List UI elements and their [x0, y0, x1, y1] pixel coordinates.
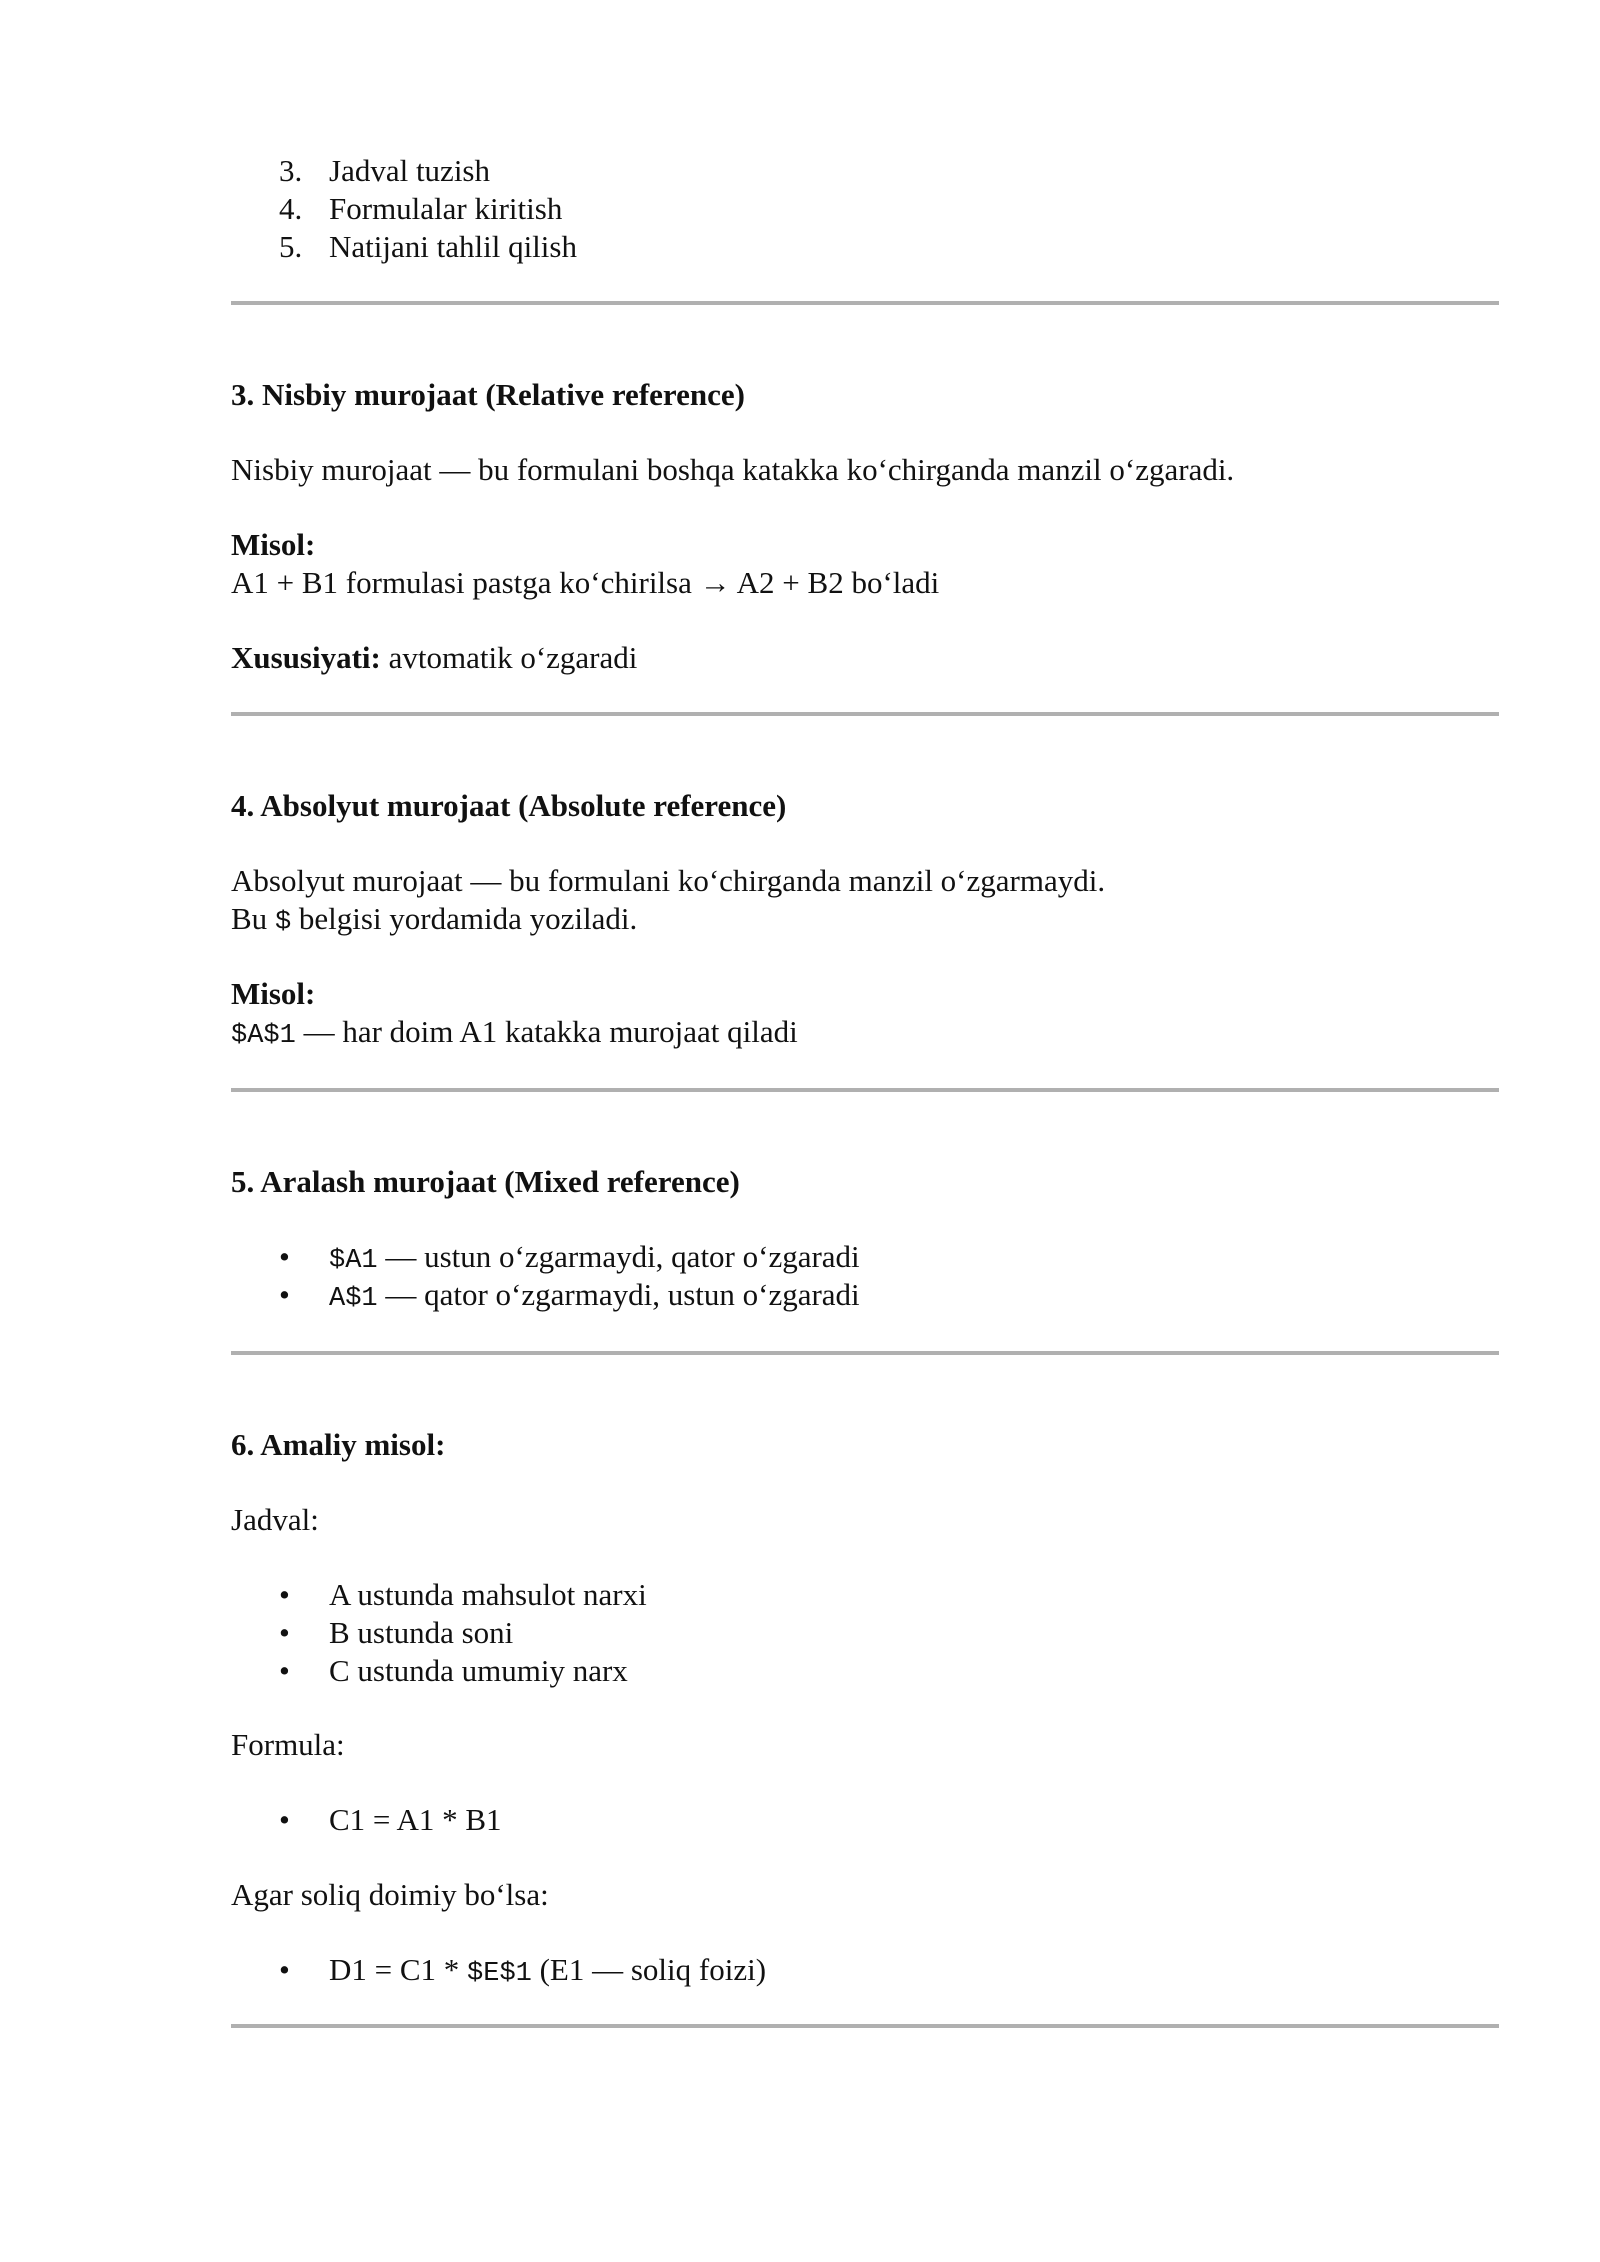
section-4-example: [231, 975, 798, 1055]
code-span: $E$1: [467, 1959, 532, 1989]
horizontal-rule: [231, 301, 1499, 305]
horizontal-rule: [231, 1088, 1499, 1092]
tax-formula-list: [231, 1951, 766, 1989]
horizontal-rule: [231, 712, 1499, 716]
list-item: • D1 = C1 * $E$1 (E1 — soliq foizi): [279, 1952, 767, 1989]
code-span: $A$1: [231, 1021, 296, 1051]
section-3-example: [231, 526, 939, 602]
list-item: • A ustunda mahsulot narxi: [279, 1577, 647, 1612]
section-5-heading: 5. Aralash murojaat (Mixed reference): [231, 1164, 740, 1199]
table-columns-list: [231, 1576, 647, 1690]
tax-label: Agar soliq doimiy bo‘lsa:: [231, 1877, 549, 1912]
code-span: $A1: [329, 1246, 378, 1276]
list-item: 5. Natijani tahlil qilish: [279, 229, 577, 264]
horizontal-rule: [231, 1351, 1499, 1355]
section-6-heading: 6. Amaliy misol:: [231, 1427, 446, 1462]
section-3-heading: 3. Nisbiy murojaat (Relative reference): [231, 377, 745, 412]
formula-list: [231, 1801, 502, 1839]
list-item: 4. Formulalar kiritish: [279, 191, 563, 226]
code-span: $: [274, 908, 292, 938]
example-label: Misol:: [231, 976, 316, 1011]
formula-label: Formula:: [231, 1727, 345, 1762]
horizontal-rule: [231, 2024, 1499, 2028]
example-text: A1 + B1 formulasi pastga ko‘chirilsa → A2 + B2 bo‘ladi: [231, 565, 940, 600]
feature-text: avtomatik o‘zgaradi: [380, 640, 638, 675]
mixed-reference-list: [231, 1238, 860, 1314]
list-item: • C1 = A1 * B1: [279, 1802, 502, 1837]
definition-line: Absolyut murojaat — bu formulani ko‘chirganda manzil o‘zgarmaydi.: [231, 863, 1106, 898]
section-4-definition: [231, 862, 1105, 942]
list-item: • C ustunda umumiy narx: [279, 1653, 628, 1688]
list-item: • B ustunda soni: [279, 1615, 514, 1650]
list-item: • $A1 — ustun o‘zgarmaydi, qator o‘zgaradi: [279, 1239, 860, 1276]
example-text: $A$1 — har doim A1 katakka murojaat qiladi: [231, 1014, 798, 1051]
example-label: Misol:: [231, 527, 316, 562]
code-span: A$1: [329, 1284, 378, 1314]
section-3-definition: Nisbiy murojaat — bu formulani boshqa katakka ko‘chirganda manzil o‘zgaradi.: [231, 452, 1235, 487]
section-4-heading: 4. Absolyut murojaat (Absolute reference): [231, 788, 787, 823]
list-item: • A$1 — qator o‘zgarmaydi, ustun o‘zgaradi: [279, 1277, 860, 1314]
table-label: Jadval:: [231, 1502, 319, 1537]
section-3-feature: [231, 639, 637, 677]
definition-line: Bu $ belgisi yordamida yoziladi.: [231, 901, 638, 938]
list-item: 3. Jadval tuzish: [279, 153, 490, 188]
intro-numbered-list: [231, 152, 577, 266]
feature-label: Xususiyati:: [231, 640, 381, 675]
